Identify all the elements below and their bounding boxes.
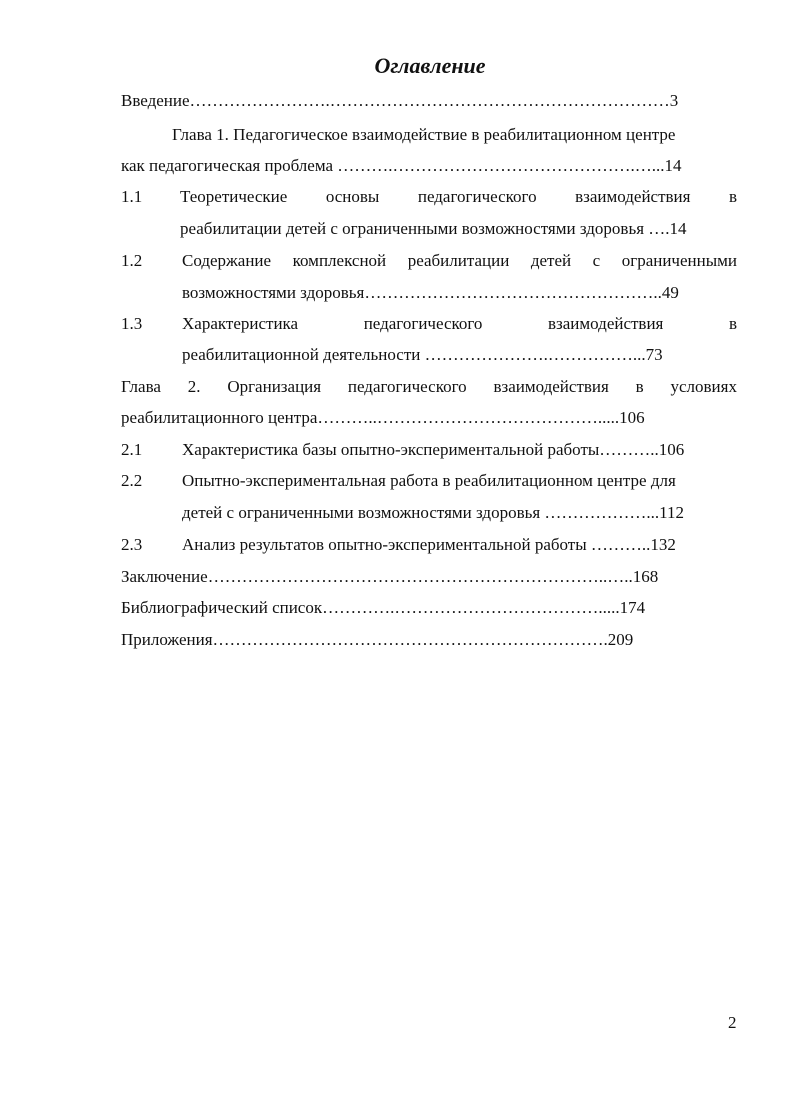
word: детей xyxy=(530,251,572,270)
word: ограниченными xyxy=(621,251,737,270)
word: Организация xyxy=(227,377,322,396)
toc-section-1-2-line-1[interactable] xyxy=(182,250,737,272)
toc-section-2-2-line-1[interactable]: Опытно-экспериментальная работа в реабилитационном центре для xyxy=(182,471,676,490)
toc-section-1-1-line-1[interactable] xyxy=(180,186,737,208)
word: реабилитации xyxy=(407,251,510,270)
toc-section-number: 2.3 xyxy=(121,535,143,554)
page-title: Оглавление xyxy=(374,53,486,78)
toc-bibliography[interactable]: Библиографический список………….……………………………….....174 xyxy=(121,598,646,617)
word: в xyxy=(728,314,737,333)
toc-section-2-1[interactable]: Характеристика базы опытно-экспериментальной работы………..106 xyxy=(182,440,685,459)
toc-appendix[interactable]: Приложения…………………………………………………………….209 xyxy=(121,630,634,649)
toc-section-number: 1.3 xyxy=(121,314,143,333)
toc-conclusion[interactable]: Заключение……………………………………………………………..…..168 xyxy=(121,567,659,586)
word: взаимодействия xyxy=(493,377,609,396)
word: Содержание xyxy=(182,251,272,270)
word: 2. xyxy=(187,377,201,396)
word: Глава xyxy=(121,377,161,396)
word: в xyxy=(728,187,737,206)
toc-chapter-2-line-2[interactable]: реабилитационного центра………..………………………………….....106 xyxy=(121,408,645,427)
toc-section-number: 2.1 xyxy=(121,440,143,459)
toc-section-1-3-line-1[interactable] xyxy=(182,313,737,335)
word: педагогического xyxy=(363,314,483,333)
word: педагогического xyxy=(417,187,537,206)
word: Характеристика xyxy=(182,314,299,333)
toc-chapter-2-line-1[interactable] xyxy=(121,376,737,398)
toc-section-number: 1.2 xyxy=(121,251,143,270)
word: взаимодействия xyxy=(548,314,664,333)
toc-section-1-1-line-2[interactable]: реабилитации детей с ограниченными возможностями здоровья ….14 xyxy=(180,219,687,238)
word: Теоретические xyxy=(180,187,288,206)
toc-section-number: 1.1 xyxy=(121,187,143,206)
toc-section-1-3-line-2[interactable]: реабилитационной деятельности ………………….……………...73 xyxy=(182,345,663,364)
word: педагогического xyxy=(347,377,467,396)
toc-chapter-1-line-1[interactable]: Глава 1. Педагогическое взаимодействие в реабилитационном центре xyxy=(172,125,676,144)
word: взаимодействия xyxy=(575,187,691,206)
toc-chapter-1-line-2[interactable]: как педагогическая проблема ……….…………………………………….…...14 xyxy=(121,156,682,175)
word: комплексной xyxy=(292,251,387,270)
toc-section-number: 2.2 xyxy=(121,471,143,490)
toc-section-2-3[interactable]: Анализ результатов опытно-экспериментальной работы ………..132 xyxy=(182,535,676,554)
toc-section-1-2-line-2[interactable]: возможностями здоровья……………………………………………..49 xyxy=(182,283,679,302)
word: условиях xyxy=(670,377,737,396)
page-number: 2 xyxy=(728,1013,737,1032)
word: в xyxy=(635,377,644,396)
toc-intro[interactable]: Введение…………………….……………………………………………………3 xyxy=(121,91,679,110)
toc-section-2-2-line-2[interactable]: детей с ограниченными возможностями здоровья ………………...112 xyxy=(182,503,685,522)
word: основы xyxy=(325,187,380,206)
word: с xyxy=(592,251,601,270)
